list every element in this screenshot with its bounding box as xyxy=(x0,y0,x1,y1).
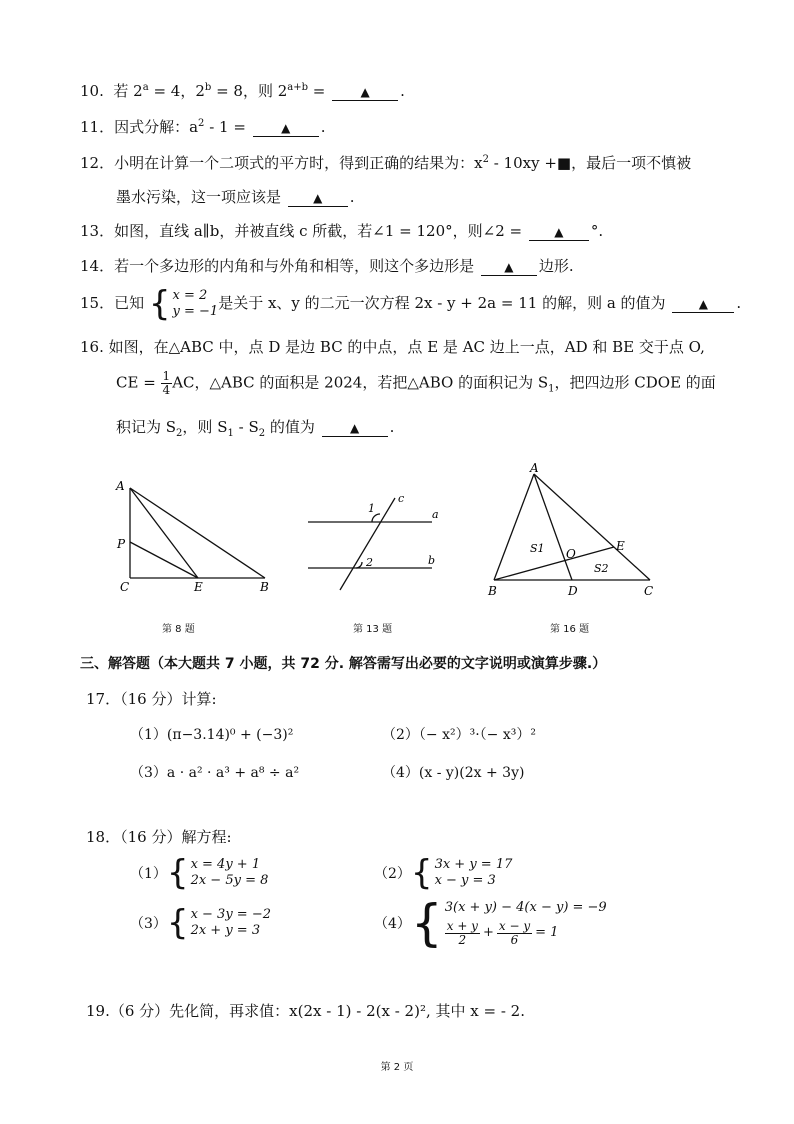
answer-blank[interactable]: ▲ xyxy=(481,257,537,276)
label-E: E xyxy=(194,580,203,594)
question-14: 14．若一个多边形的内角和与外角和相等，则这个多边形是 ▲ 边形. xyxy=(80,257,574,275)
label-C: C xyxy=(120,580,130,594)
caption-figure-13: 第 13 题 xyxy=(353,624,393,635)
label-b: b xyxy=(428,554,436,567)
answer-blank[interactable]: ▲ xyxy=(288,188,348,207)
question-12: 12．小明在计算一个二项式的平方时，得到正确的结果为：$x^2 - 10xy$ +■，最后一项不慎被 xyxy=(80,154,692,172)
q18-part-2: （2） { 3x + y = 17 x − y = 3 xyxy=(374,853,513,893)
question-13: 13．如图，直线 a∥b，并被直线 c 所截，若∠1 = 120°，则∠2 = ▲ °. xyxy=(80,222,604,240)
question-17-title: 17．（16 分）计算: xyxy=(86,690,217,708)
label-angle-1: 1 xyxy=(368,502,375,515)
label-a: a xyxy=(432,508,439,521)
question-10: 10. 若 $2^a = 4$，$2^b = 8$，则 $2^{a+b}$ = ▲ . xyxy=(80,82,405,100)
q17-part-3: （3）a · a² · a³ + a⁸ ÷ a² xyxy=(130,765,300,781)
label-D: D xyxy=(568,584,578,598)
q18-part-1: （1） { x = 4y + 1 2x − 5y = 8 xyxy=(130,853,269,893)
label-S2: S2 xyxy=(594,562,609,575)
figure-8 xyxy=(110,478,280,598)
label-B: B xyxy=(488,584,497,598)
answer-blank[interactable]: ▲ xyxy=(322,418,388,437)
label-E: E xyxy=(616,539,625,553)
question-18-title: 18．（16 分）解方程: xyxy=(86,828,232,846)
figure-16 xyxy=(482,462,662,602)
question-11: 11．因式分解：$a^2 - 1$ = ▲ . xyxy=(80,118,326,136)
label-c: c xyxy=(398,492,405,505)
label-angle-2: 2 xyxy=(366,556,373,569)
answer-blank[interactable]: ▲ xyxy=(672,294,734,313)
q18-part-3: （3） { x − 3y = −2 2x + y = 3 xyxy=(130,903,271,943)
label-P: P xyxy=(117,537,126,551)
q18-part-4: （4） { 3(x + y) − 4(x − y) = −9 $\frac{x + y}{2}$ + $\frac{x - y}{6}$ = 1 xyxy=(374,894,607,952)
caption-figure-8: 第 8 题 xyxy=(162,624,195,635)
question-12-line2: 墨水污染，这一项应该是 ▲ . xyxy=(116,188,355,206)
question-16-line3: 积记为 $S_2$，则 $S_1 - S_2$ 的值为 ▲ . xyxy=(116,418,395,439)
label-C: C xyxy=(644,584,654,598)
answer-blank[interactable]: ▲ xyxy=(332,82,398,101)
label-A: A xyxy=(116,479,125,493)
question-16-line2: CE = $\frac{1}{4}$ AC，△ABC 的面积是 2024，若把△ABO 的面积记为 $S_1$，把四边形 CDOE 的面 xyxy=(116,369,716,397)
label-O: O xyxy=(566,547,576,561)
fraction: $\frac{1}{4}$ xyxy=(162,369,171,397)
question-15: 15．已知 { x = 2 y = −1 是关于 x、y 的二元一次方程 2x - y + 2a = 11 的解，则 a 的值为 ▲ . xyxy=(80,284,742,324)
answer-blank[interactable]: ▲ xyxy=(253,118,319,137)
caption-figure-16: 第 16 题 xyxy=(550,624,590,635)
section-heading: 三、解答题（本大题共 7 小题，共 72 分. 解答需写出必要的文字说明或演算步骤.） xyxy=(80,656,607,672)
figure-13 xyxy=(300,488,450,598)
q17-part-2: （2）（− x²）³·（− x³）² xyxy=(382,727,536,743)
q17-part-1: （1）(π−3.14)⁰ + (−3)² xyxy=(130,727,294,743)
q17-part-4: （4）(x - y)(2x + 3y) xyxy=(382,765,525,781)
label-A: A xyxy=(530,462,539,475)
answer-blank[interactable]: ▲ xyxy=(529,222,589,241)
page-number: 第 2 页 xyxy=(380,1062,414,1073)
label-B: B xyxy=(260,580,269,594)
question-19: 19.（6 分）先化简，再求值：x(2x - 1) - 2(x - 2)², 其中 x = - 2. xyxy=(86,1002,525,1020)
label-S1: S1 xyxy=(530,542,545,555)
question-16: 16. 如图，在△ABC 中，点 D 是边 BC 的中点，点 E 是 AC 边上一点，AD 和 BE 交于点 O, xyxy=(80,338,705,356)
equation-system: { x = 2 y = −1 xyxy=(148,284,219,324)
